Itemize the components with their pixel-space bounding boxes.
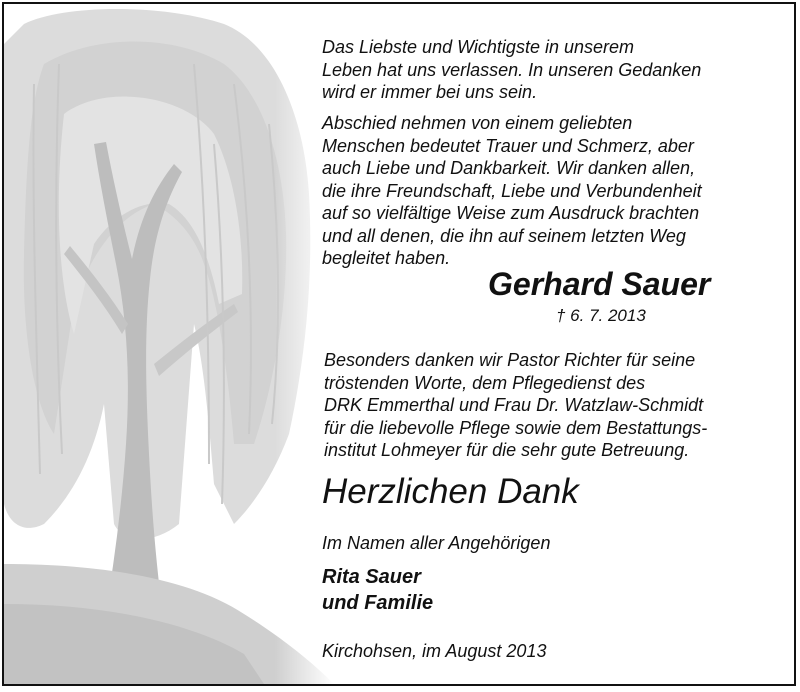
thanks-line: institut Lohmeyer für die sehr gute Betreuung.	[324, 440, 690, 460]
signature-line: Rita Sauer	[322, 566, 421, 588]
thanks-line: DRK Emmerthal und Frau Dr. Watzlaw-Schmidt	[324, 395, 704, 415]
intro-line: wird er immer bei uns sein.	[322, 82, 538, 102]
farewell-line: Abschied nehmen von einem geliebten	[322, 113, 633, 133]
obituary-card	[2, 2, 796, 686]
weeping-willow-tree-image	[4, 4, 334, 684]
farewell-line: auf so vielfältige Weise zum Ausdruck brachten	[322, 203, 700, 223]
thanks-line: für die liebevolle Pflege sowie dem Bestattungs-	[324, 417, 708, 438]
farewell-paragraph	[322, 112, 702, 270]
farewell-line: die ihre Freundschaft, Liebe und Verbundenheit	[322, 180, 702, 201]
farewell-line: Menschen bedeutet Trauer und Schmerz, aber	[322, 135, 694, 156]
farewell-line: begleitet haben.	[322, 248, 451, 268]
death-date: † 6. 7. 2013	[556, 306, 646, 325]
thanks-paragraph	[324, 349, 707, 462]
intro-paragraph	[322, 36, 701, 104]
thanks-line: Besonders danken wir Pastor Richter für seine	[324, 350, 696, 370]
place-date: Kirchohsen, im August 2013	[322, 641, 547, 661]
thanks-heading: Herzlichen Dank	[322, 472, 579, 511]
farewell-line: und all denen, die ihn auf seinem letzten Weg	[322, 225, 686, 246]
farewell-line: auch Liebe und Dankbarkeit. Wir danken allen,	[322, 158, 696, 178]
thanks-line: tröstenden Worte, dem Pflegedienst des	[324, 372, 646, 393]
deceased-name: Gerhard Sauer	[488, 266, 711, 302]
intro-line: Leben hat uns verlassen. In unseren Gedanken	[322, 59, 702, 80]
signature-line: und Familie	[322, 592, 434, 614]
on-behalf-line: Im Namen aller Angehörigen	[322, 533, 551, 553]
intro-line: Das Liebste und Wichtigste in unserem	[322, 37, 634, 57]
signature	[322, 564, 433, 616]
